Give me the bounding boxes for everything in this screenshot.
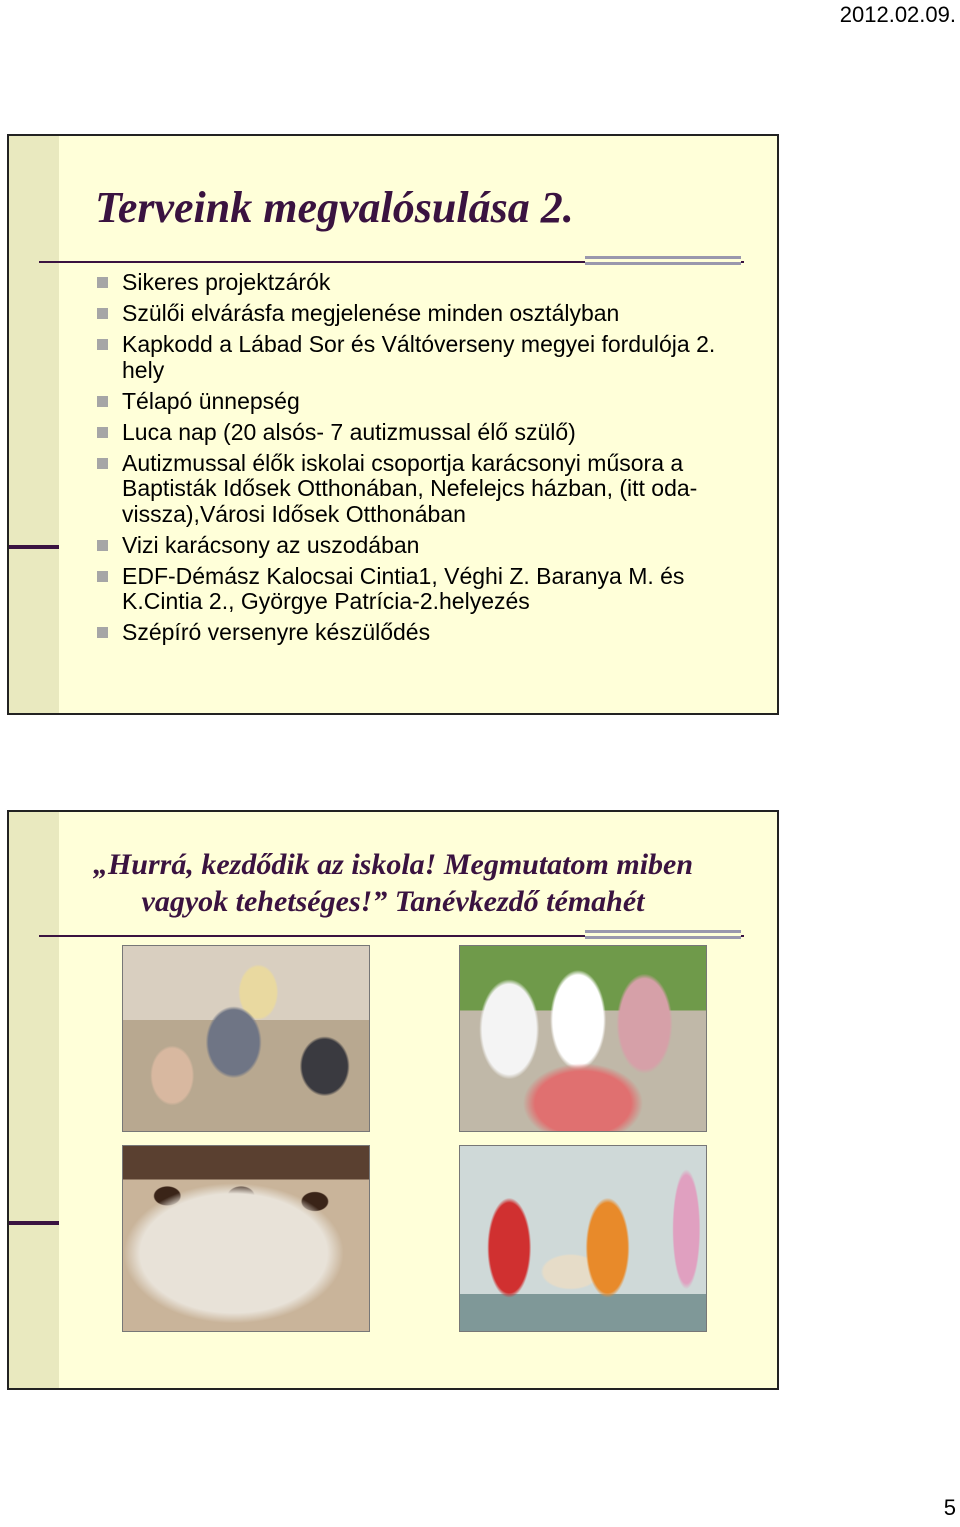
square-bullet-icon xyxy=(97,571,108,582)
slide-side-band xyxy=(9,812,59,1388)
photo-children-crafting xyxy=(122,945,370,1132)
bullet-list xyxy=(95,270,740,651)
page-number: 5 xyxy=(943,1495,956,1520)
square-bullet-icon xyxy=(97,627,108,638)
list-item: Szülői elvárásfa megjelenése minden osztályban xyxy=(95,301,740,327)
square-bullet-icon xyxy=(97,308,108,319)
document-date: 2012.02.09. xyxy=(839,2,956,27)
side-band-marker xyxy=(9,545,59,549)
list-item: Kapkodd a Lábad Sor és Váltóverseny megyei fordulója 2. hely xyxy=(95,332,740,383)
square-bullet-icon xyxy=(97,427,108,438)
title-accent-bar xyxy=(585,930,741,942)
list-item: Vizi karácsony az uszodában xyxy=(95,533,740,559)
slide-title: Terveink megvalósulása 2. xyxy=(95,183,574,232)
photo-cake xyxy=(122,1145,370,1332)
list-item: Szépíró versenyre készülődés xyxy=(95,620,740,646)
slide-2 xyxy=(7,810,779,1390)
list-item: Luca nap (20 alsós- 7 autizmussal élő szülő) xyxy=(95,420,740,446)
square-bullet-icon xyxy=(97,339,108,350)
slide-title: „Hurrá, kezdődik az iskola! Megmutatom miben vagyok tehetséges!” Tanévkezdő témahét xyxy=(92,848,694,918)
square-bullet-icon xyxy=(97,277,108,288)
list-item: Autizmussal élők iskolai csoportja karácsonyi műsora a Baptisták Idősek Otthonában, Nefelejcs házban, (itt oda-vissza),Városi Idősek Otthonában xyxy=(95,451,740,528)
title-accent-bar xyxy=(585,256,741,268)
list-item: EDF-Démász Kalocsai Cintia1, Véghi Z. Baranya M. és K.Cintia 2., Györgye Patrícia-2.helyezés xyxy=(95,564,740,615)
square-bullet-icon xyxy=(97,458,108,469)
square-bullet-icon xyxy=(97,396,108,407)
list-item: Sikeres projektzárók xyxy=(95,270,740,296)
photo-group-poster xyxy=(459,945,707,1132)
square-bullet-icon xyxy=(97,540,108,551)
side-band-marker xyxy=(9,1221,59,1225)
slide-side-band xyxy=(9,136,59,713)
list-item: Télapó ünnepség xyxy=(95,389,740,415)
slide-1 xyxy=(7,134,779,715)
photo-boys-with-sign xyxy=(459,1145,707,1332)
